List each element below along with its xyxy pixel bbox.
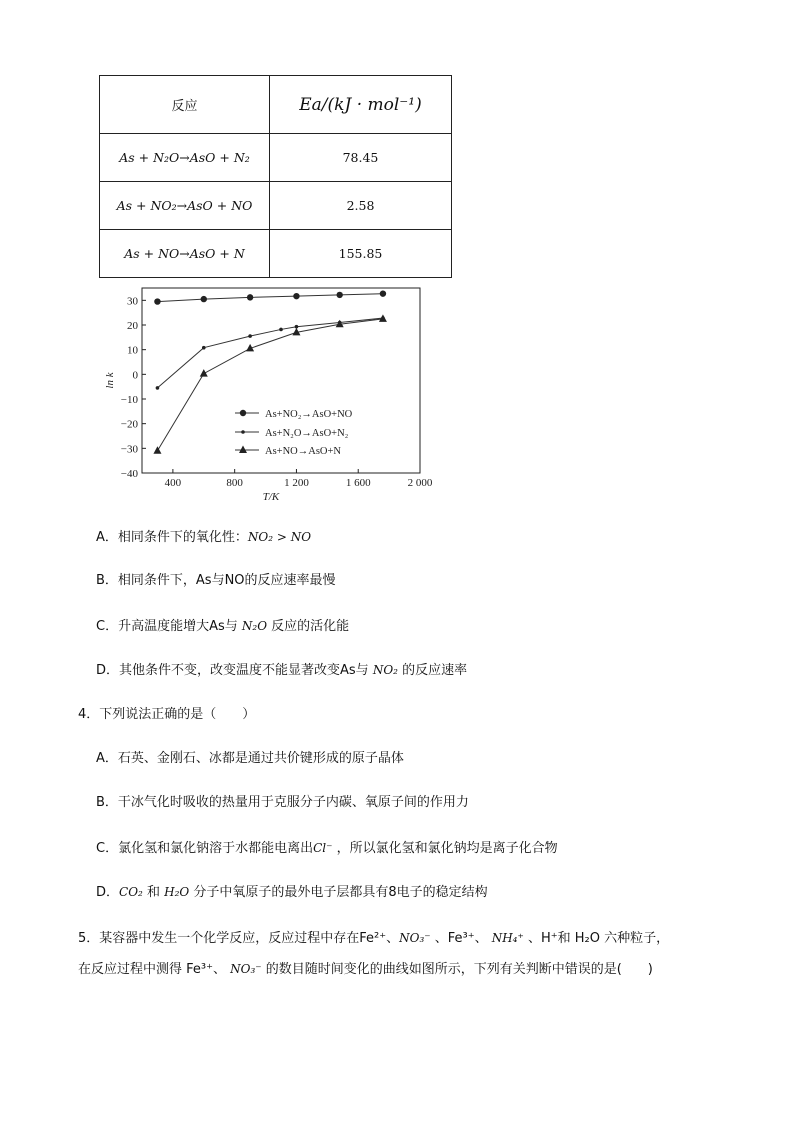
data-point-circle: [336, 292, 342, 298]
table-row: [100, 230, 452, 278]
y-tick-label: 20: [127, 320, 138, 332]
reaction-cell: As + NO→AsO + N: [100, 230, 270, 278]
x-tick-label: 400: [164, 477, 182, 489]
y-tick-label: −30: [120, 443, 138, 456]
header-reaction: 反应: [100, 76, 270, 134]
table-row: [100, 182, 452, 230]
y-axis-label: ln k: [104, 372, 116, 389]
y-tick-label: −10: [120, 394, 138, 406]
legend-label: As+N₂O→AsO+N₂: [265, 428, 349, 439]
activation-energy-table: [99, 75, 452, 278]
data-point-dot: [156, 386, 160, 390]
q5-stem-line1: 5．某容器中发生一个化学反应，反应过程中存在Fe²⁺、NO₃⁻ 、Fe³⁺、 NH₄⁺ 、H⁺和 H₂O 六种粒子，: [78, 931, 670, 946]
y-tick-label: −20: [120, 418, 138, 431]
data-point-circle: [154, 298, 160, 304]
data-point-circle: [380, 290, 386, 296]
x-tick-label: 2 000: [407, 477, 433, 489]
legend-marker-dot: [241, 430, 245, 434]
legend-label: As+NO→AsO+N: [265, 446, 342, 457]
y-tick-label: −40: [120, 468, 138, 480]
q4-option-a[interactable]: A．石英、金刚石、冰都是通过共价键形成的原子晶体: [96, 751, 404, 766]
q3-option-c[interactable]: C．升高温度能增大As与 N₂O 反应的活化能: [96, 619, 350, 634]
legend-marker-triangle: [239, 446, 247, 454]
x-tick-label: 1 600: [345, 477, 371, 489]
x-tick-label: 800: [226, 477, 243, 489]
x-axis-label: T/K: [262, 491, 280, 503]
q3-option-b[interactable]: B．相同条件下，As与NO的反应速率最慢: [96, 573, 336, 588]
data-point-triangle: [200, 369, 208, 377]
reaction-cell: As + NO₂→AsO + NO: [100, 182, 270, 230]
data-point-circle: [293, 293, 299, 299]
q5-stem-line2: 在反应过程中测得 Fe³⁺、 NO₃⁻ 的数目随时间变化的曲线如图所示，下列有关判断中错误的是( ): [78, 962, 653, 977]
table-header-row: [100, 76, 452, 134]
q4-option-c[interactable]: C．氯化氢和氯化钠溶于水都能电离出Cl⁻ ，所以氯化氢和氯化钠均是离子化合物: [96, 841, 558, 856]
q4-stem: 4．下列说法正确的是（ ）: [78, 707, 256, 722]
series-line: [157, 294, 382, 302]
ea-cell: 78.45: [270, 134, 452, 182]
ea-cell: 2.58: [270, 182, 452, 230]
y-tick-label: 10: [127, 344, 138, 357]
data-point-triangle: [153, 446, 161, 454]
reaction-cell: As + N₂O→AsO + N₂: [100, 134, 270, 182]
data-point-dot: [248, 334, 252, 338]
y-tick-label: 0: [132, 369, 138, 382]
q4-option-d[interactable]: D．CO₂ 和 H₂O 分子中氧原子的最外电子层都具有8电子的稳定结构: [96, 885, 488, 900]
q3-option-d[interactable]: D．其他条件不变，改变温度不能显著改变As与 NO₂ 的反应速率: [96, 663, 468, 678]
legend-marker-circle: [240, 410, 246, 416]
lnk-vs-temperature-chart: [100, 284, 440, 504]
ea-cell: 155.85: [270, 230, 452, 278]
series-line: [157, 318, 382, 388]
q3-option-a[interactable]: A．相同条件下的氧化性：NO₂ > NO: [96, 530, 312, 545]
x-tick-label: 1 200: [284, 477, 309, 489]
data-point-dot: [202, 346, 206, 350]
data-point-dot: [279, 328, 283, 332]
table-row: [100, 134, 452, 182]
data-point-circle: [247, 294, 253, 300]
header-ea: Ea/(kJ · mol⁻¹): [270, 76, 452, 134]
q4-option-b[interactable]: B．干冰气化时吸收的热量用于克服分子内碳、氧原子间的作用力: [96, 795, 469, 810]
legend-label: As+NO₂→AsO+NO: [265, 409, 353, 420]
y-tick-label: 30: [127, 295, 138, 308]
data-point-circle: [201, 296, 207, 302]
